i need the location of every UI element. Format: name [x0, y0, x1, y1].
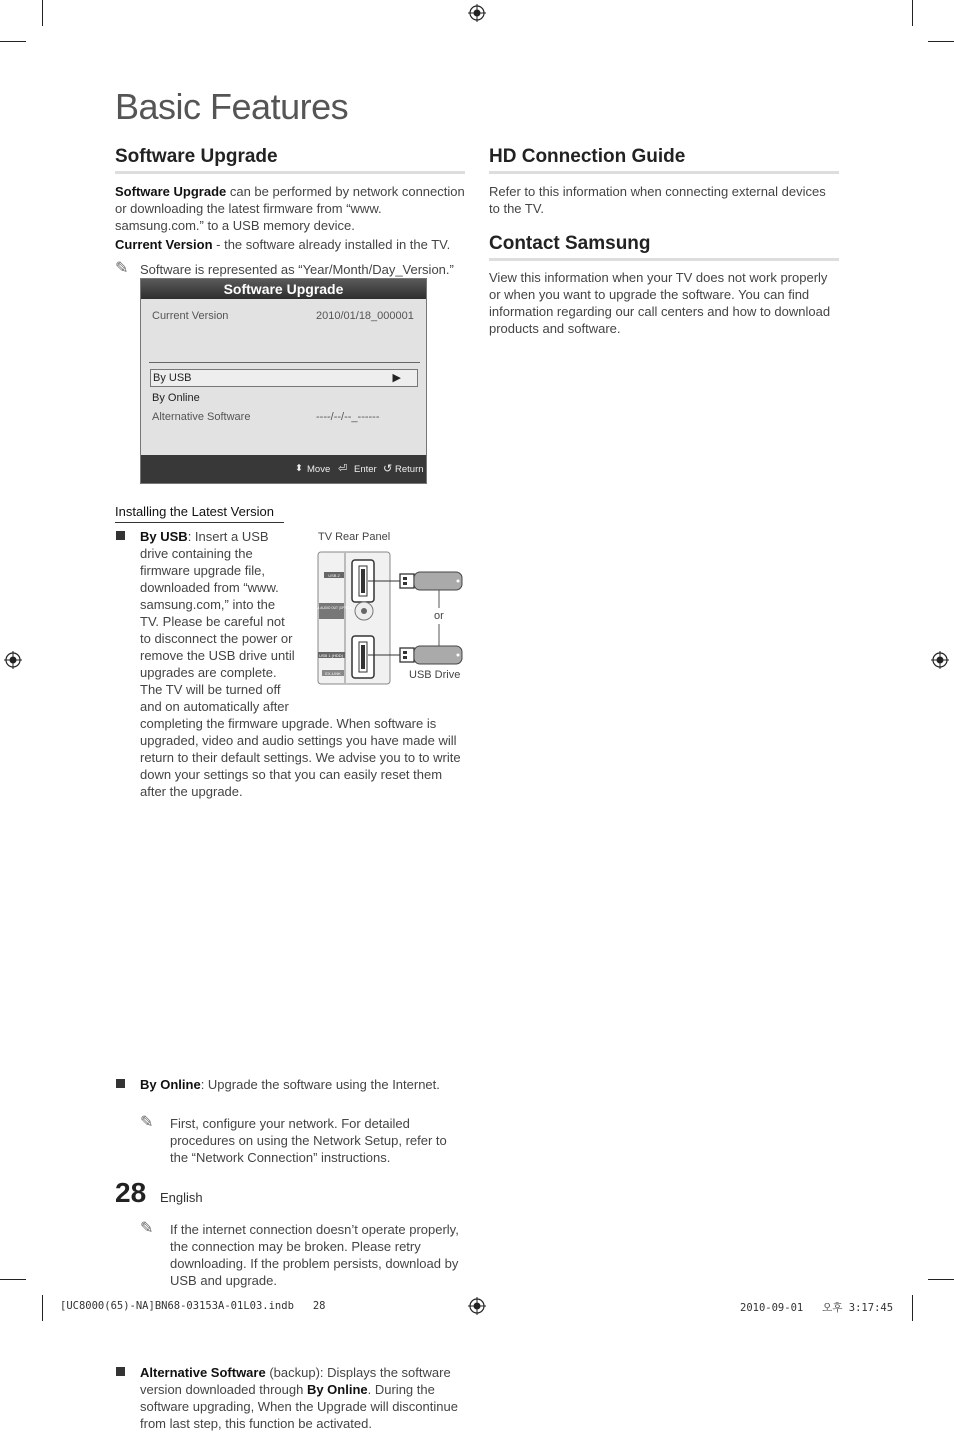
osd-item-by-online[interactable]: By Online	[152, 392, 200, 404]
note-pencil-icon: ✎	[115, 260, 129, 277]
software-upgrade-screen	[140, 278, 427, 484]
page-title: Basic Features	[115, 86, 349, 127]
page-number: 28	[115, 1177, 147, 1208]
osd-item-by-usb[interactable]: By USB ▶	[150, 369, 418, 387]
page-language: English	[160, 1190, 203, 1205]
print-timestamp: 2010-09-01 오후 3:17:45	[740, 1302, 894, 1314]
software-upgrade-section	[115, 146, 465, 278]
crop-mark	[912, 1295, 913, 1321]
or-label: or	[434, 610, 444, 622]
registration-mark-icon	[468, 1297, 486, 1315]
bullet-square-icon	[116, 531, 125, 540]
contact-samsung-text: View this information when your TV does not work properly or when you want to upgrade the software. You can find information regarding our call centers and how to download products and software.	[489, 270, 831, 336]
bullet-square-icon	[116, 1079, 125, 1088]
connection-problem-note: ✎ If the internet connection doesn’t operate properly, the connection may be broken. Please retry downloading. If the problem persists, download by USB and upgrade.	[140, 1220, 459, 1288]
current-version-desc: Current Version - the software already installed in the TV.	[115, 237, 451, 252]
tv-rear-panel-label: TV Rear Panel	[318, 531, 391, 543]
installing-heading: Installing the Latest Version	[115, 504, 284, 523]
crop-mark	[928, 1279, 954, 1280]
enter-icon: ⏎	[338, 463, 348, 475]
osd-alt-version-value: ----/--/--_------	[316, 411, 380, 423]
crop-mark	[42, 1295, 43, 1321]
crop-mark	[912, 0, 913, 26]
port-label-usb1: USB 1 (HDD)	[318, 653, 344, 658]
software-upgrade-intro: Software Upgrade can be performed by network connection or downloading the latest firmware from “www. samsung.com.” to a USB memory device.	[115, 184, 465, 233]
alternative-software-item: Alternative Software (backup): Displays the software version downloaded through By Online. During the software upgrading, When the Upgrade will discontinue from last step, this function be activated.	[115, 1364, 465, 1432]
osd-footer	[141, 455, 426, 483]
registration-mark-icon	[4, 651, 22, 669]
osd-current-version-value: 2010/01/18_000001	[316, 310, 414, 322]
bullet-square-icon	[116, 1367, 125, 1376]
osd-divider	[149, 362, 420, 363]
print-file-info: [UC8000(65)-NA]BN68-03153A-01L03.indb 28	[60, 1300, 326, 1312]
move-icon: ⬍	[295, 463, 303, 474]
osd-move-label: Move	[307, 464, 331, 475]
crop-mark	[0, 1279, 26, 1280]
version-format-note: ✎ Software is represented as “Year/Month/Day_Version.”	[115, 260, 454, 277]
usb-drive-label: USB Drive	[409, 669, 461, 681]
hd-connection-guide-section	[489, 146, 839, 217]
hd-connection-guide-text: Refer to this information when connecting external devices to the TV.	[489, 184, 826, 216]
contact-samsung-section	[489, 233, 839, 337]
note-pencil-icon: ✎	[140, 1220, 154, 1237]
crop-mark	[928, 41, 954, 42]
port-label-usb2: USB 2	[328, 573, 340, 578]
osd-current-version-label: Current Version	[152, 310, 229, 322]
crop-mark	[0, 41, 26, 42]
osd-item-alternative-software[interactable]: Alternative Software	[152, 411, 251, 423]
hd-connection-guide-heading: HD Connection Guide	[489, 146, 839, 174]
contact-samsung-heading: Contact Samsung	[489, 233, 839, 261]
by-usb-item: By USB: Insert a USB drive containing the firmware upgrade file, downloaded from “www. samsung.com,” into the TV. Please be careful not to disconnect the power or remove the USB drive until upgrades are complete. The TV will be turned off and on automatically after completing the firmware upgrade. When software is upgraded, video and audio settings you have made will return to their default settings. We advise you to to write down your settings so that you can easily reset them after the upgrade.	[115, 528, 465, 800]
network-config-note: ✎ First, configure your network. For detailed procedures on using the Network Setup, refer to the “Network Connection” instructions.	[140, 1114, 447, 1165]
osd-enter-label: Enter	[354, 464, 377, 475]
return-icon: ↺	[383, 463, 393, 475]
osd-return-label: Return	[395, 464, 424, 475]
by-online-item: By Online: Upgrade the software using the Internet.	[115, 1076, 480, 1093]
software-upgrade-heading: Software Upgrade	[115, 146, 465, 174]
note-pencil-icon: ✎	[140, 1114, 154, 1131]
crop-mark	[42, 0, 43, 26]
registration-mark-icon	[468, 4, 486, 22]
port-label-digital-audio: DIGITAL AUDIO OUT (OPTICAL)	[307, 606, 355, 610]
usb-connection-diagram	[307, 548, 469, 688]
osd-title: Software Upgrade	[141, 279, 426, 299]
play-arrow-icon: ▶	[392, 372, 401, 384]
registration-mark-icon	[931, 651, 949, 669]
port-label-exlink: EX-LINK	[325, 671, 341, 676]
